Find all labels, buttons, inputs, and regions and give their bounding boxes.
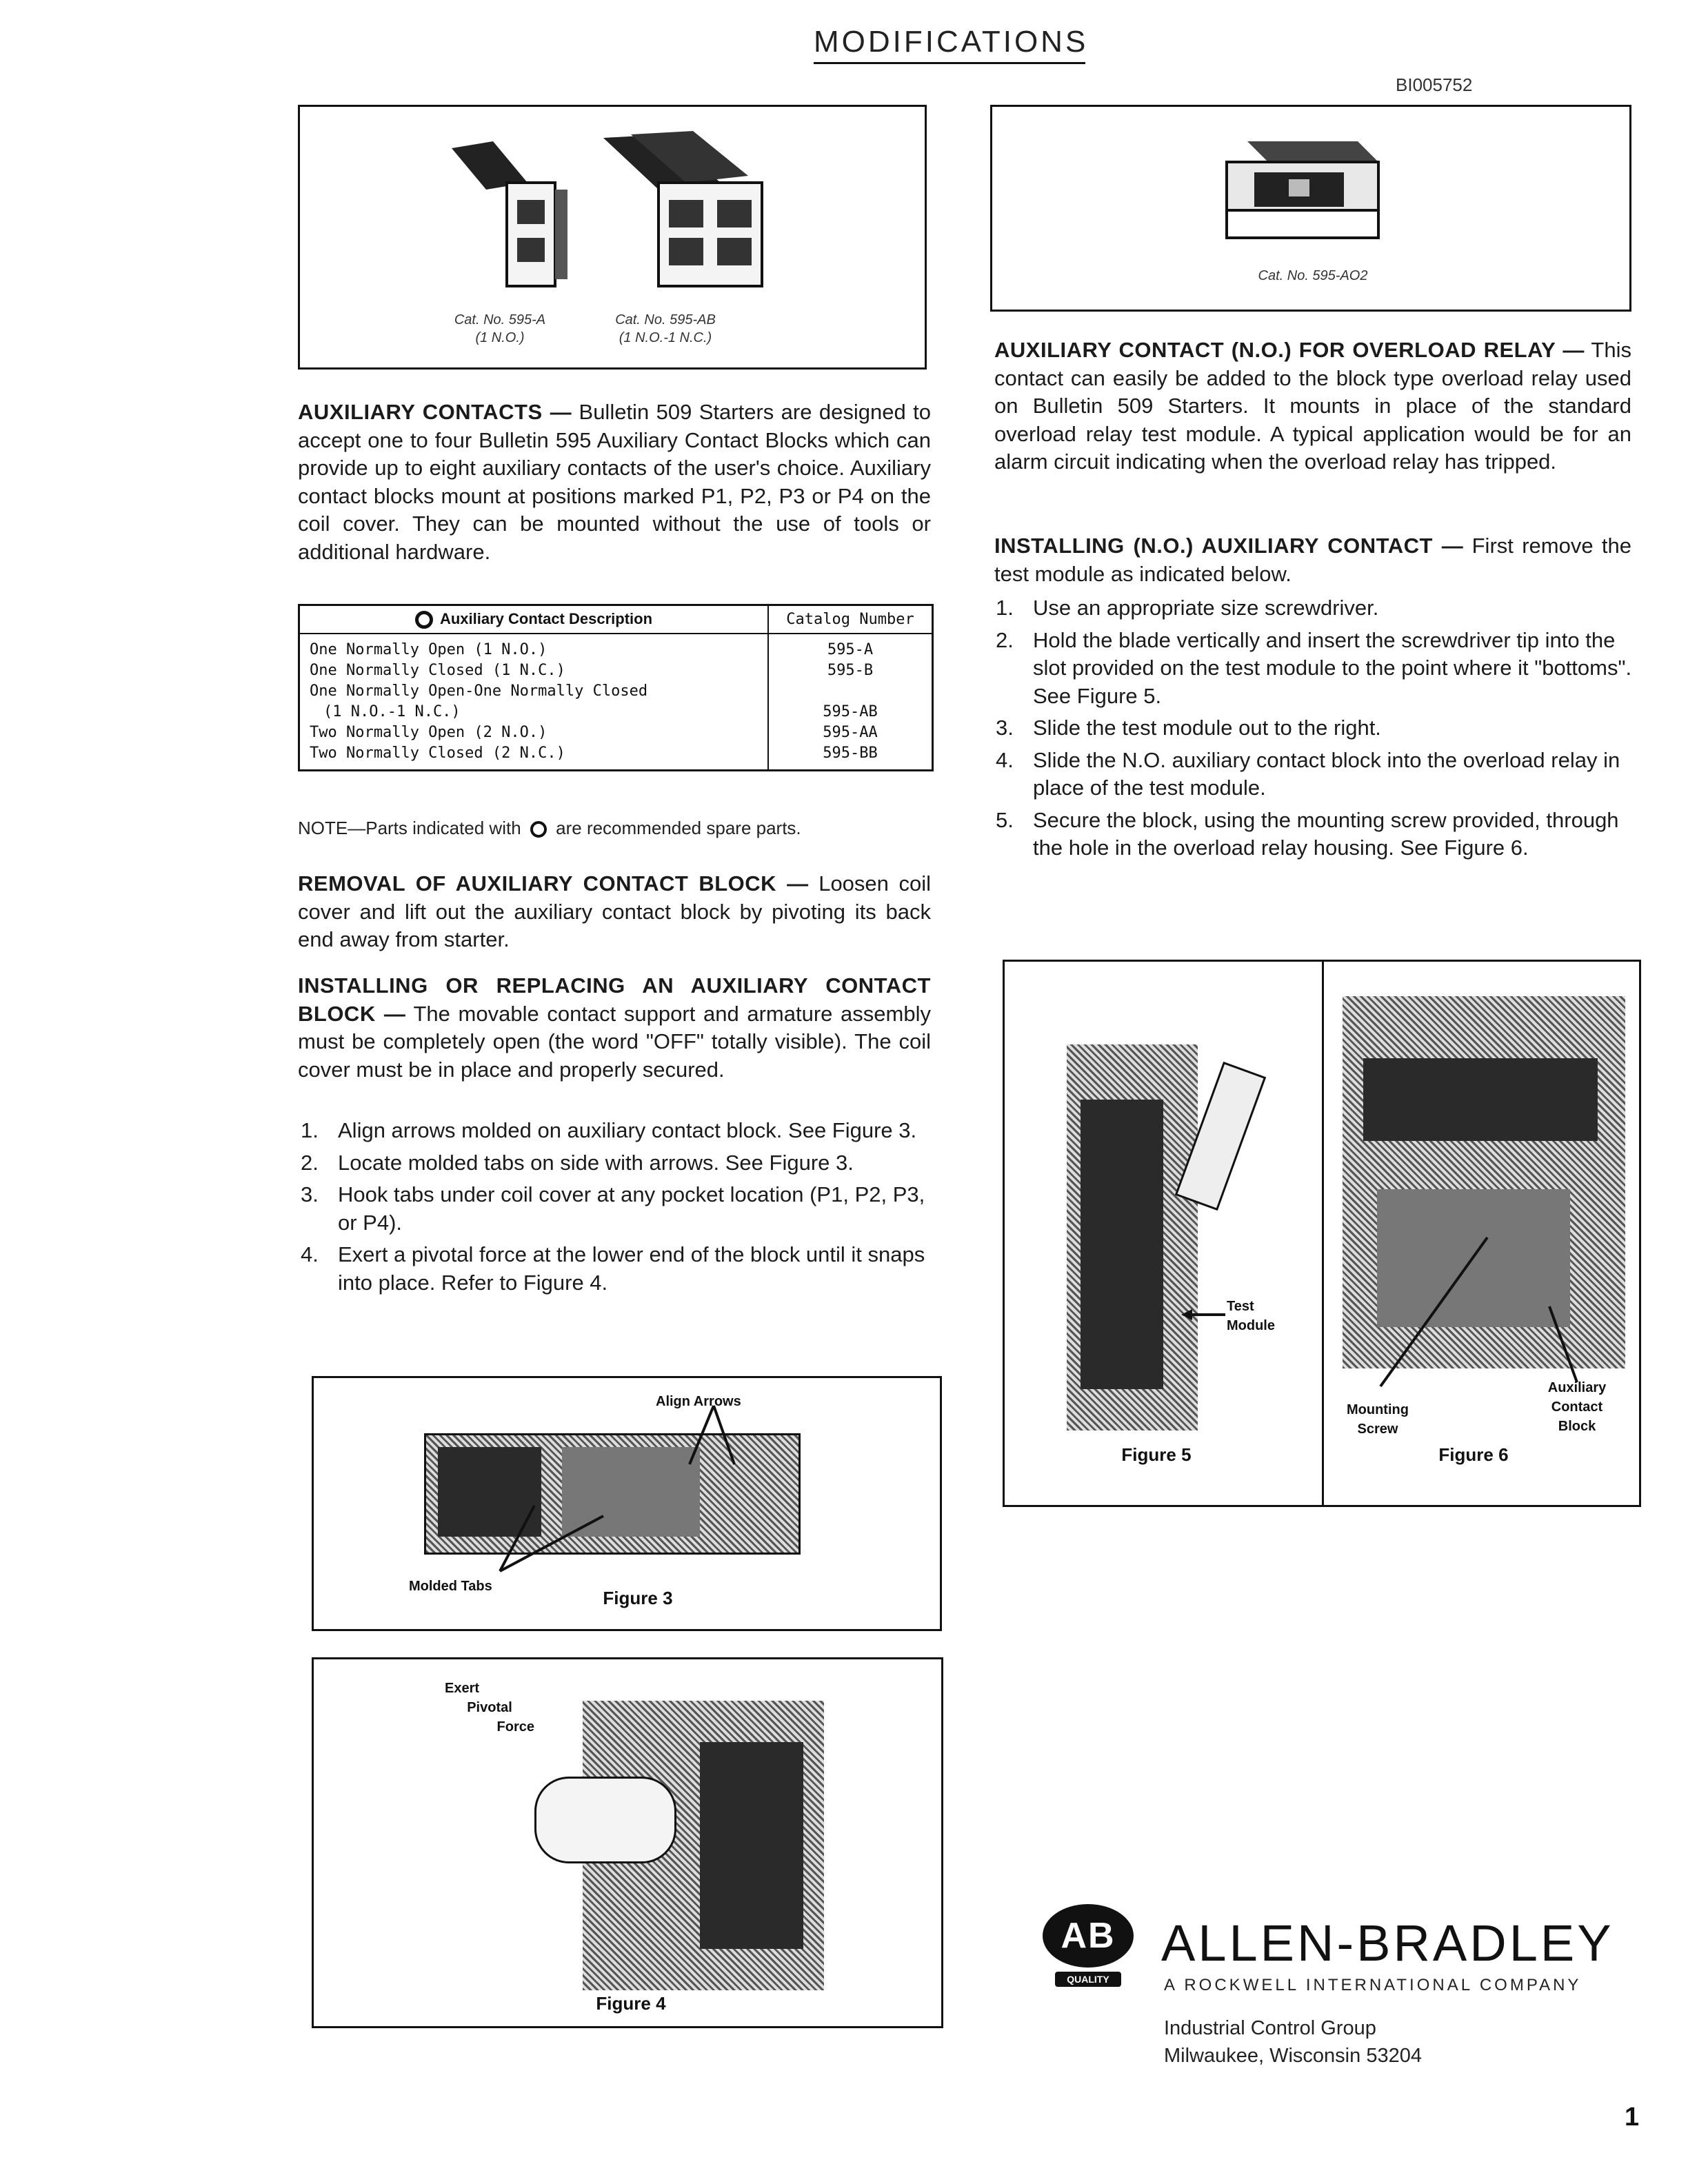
installing-block-heading: INSTALLING OR REPLACING AN AUXILIARY CONTACT BLOCK — [298, 973, 931, 1026]
company-address [1164, 2014, 1422, 2070]
brand-name: ALLEN-BRADLEY [1161, 1914, 1614, 1972]
table-row: Two Normally Open (2 N.O.) 595-AA [299, 722, 933, 743]
spare-part-icon [530, 821, 547, 838]
document-id: BI005752 [1396, 74, 1473, 95]
page-title: MODIFICATIONS [814, 25, 1089, 59]
overload-body: This contact can easily be added to the block type overload relay used on Bulletin 509 Starters. It mounts in place of the standard overload relay test module. A typical application would be for an alarm circuit indicating when the overload relay has tripped. [994, 338, 1631, 474]
aux-contacts-heading: AUXILIARY CONTACTS — [298, 400, 572, 424]
test-module-label: Test Module [1227, 1299, 1275, 1333]
caption-595-ab: Cat. No. 595-AB (1 N.O.-1 N.C.) [615, 312, 716, 345]
aux-contact-block-label: Auxiliary Contact Block [1547, 1380, 1607, 1434]
page-number: 1 [1625, 2103, 1640, 2132]
installing-block-steps [301, 1117, 936, 1301]
list-item: 2. Hold the blade vertically and insert the screwdriver tip into the slot provided on the test module to the point where it "bottoms". See Figure 5. [996, 627, 1632, 708]
figure-3 [312, 1376, 942, 1631]
figure-4-label: Figure 4 [596, 1993, 666, 2014]
table-row: One Normally Open (1 N.O.) 595-A [299, 634, 933, 660]
aux-contacts-section [298, 398, 931, 566]
removal-section [298, 870, 931, 954]
caption-595-ao2: Cat. No. 595-AO2 [1258, 268, 1368, 283]
installing-no-section [994, 532, 1631, 588]
overload-heading: AUXILIARY CONTACT (N.O.) FOR OVERLOAD RELAY — [994, 338, 1585, 362]
overload-section [994, 336, 1631, 476]
list-item: 4. Exert a pivotal force at the lower end of the block until it snaps into place. Refer to Figure 4. [301, 1242, 925, 1295]
brand-subtitle: A ROCKWELL INTERNATIONAL COMPANY [1164, 1976, 1582, 1994]
list-item: 1. Use an appropriate size screwdriver. [996, 596, 1379, 620]
hand-illustration [534, 1777, 676, 1863]
table-header-description: Auxiliary Contact Description [299, 605, 769, 634]
quality-badge: QUALITY [1055, 1972, 1121, 1987]
table-row: (1 N.O.-1 N.C.) 595-AB [299, 702, 933, 722]
installing-block-section [298, 972, 931, 1084]
list-item: 4. Slide the N.O. auxiliary contact block into the overload relay in place of the test module. [996, 747, 1620, 800]
removal-heading: REMOVAL OF AUXILIARY CONTACT BLOCK — [298, 871, 809, 896]
table-row: One Normally Open-One Normally Closed [299, 681, 933, 702]
spare-parts-note: NOTE—Parts indicated with are recommended spare parts. [298, 818, 801, 838]
list-item: 3. Hook tabs under coil cover at any pocket location (P1, P2, P3, or P4). [301, 1182, 925, 1235]
list-item: 1. Align arrows molded on auxiliary contact block. See Figure 3. [301, 1118, 917, 1142]
list-item: 3. Slide the test module out to the right. [996, 716, 1381, 740]
figure-catalog-595 [298, 105, 927, 370]
figures-5-6 [1003, 960, 1641, 1507]
title-underline [814, 62, 1085, 64]
group-name: Industrial Control Group [1164, 2017, 1376, 2039]
installing-no-body: First remove the test module as indicated below. [994, 534, 1631, 586]
city-line: Milwaukee, Wisconsin 53204 [1164, 2045, 1422, 2067]
table-header-catalog: Catalog Number [768, 605, 933, 634]
installing-no-steps [996, 594, 1634, 867]
figure-catalog-595-ao2 [990, 105, 1631, 312]
pivotal-force-label: Exert Pivotal Force [445, 1681, 534, 1735]
installing-block-body: The movable contact support and armature assembly must be completely open (the word "OFF" totally visible). The coil cover must be in place and properly secured. [298, 1001, 931, 1082]
installing-no-heading: INSTALLING (N.O.) AUXILIARY CONTACT — [994, 534, 1464, 558]
molded-tabs-label: Molded Tabs [409, 1579, 492, 1594]
figure-5-label: Figure 5 [1121, 1444, 1192, 1465]
removal-body: Loosen coil cover and lift out the auxiliary contact block by pivoting its back end away from starter. [298, 871, 931, 951]
table-row: Two Normally Closed (2 N.C.) 595-BB [299, 743, 933, 771]
figure-3-label: Figure 3 [603, 1588, 673, 1608]
align-arrows-label: Align Arrows [656, 1394, 741, 1409]
allen-bradley-logo: AB [1043, 1904, 1134, 1968]
aux-contacts-body: Bulletin 509 Starters are designed to accept one to four Bulletin 595 Auxiliary Contact Blocks which can provide up to eight auxiliary contacts of the user's choice. Auxiliary contact blocks mount at positions marked P1, P2, P3 or P4 on the coil cover. They can be mounted without the use of tools or additional hardware. [298, 400, 931, 564]
mounting-screw-label: Mounting Screw [1347, 1402, 1409, 1437]
spare-part-icon [415, 611, 433, 629]
figure-6-label: Figure 6 [1438, 1444, 1509, 1465]
list-item: 5. Secure the block, using the mounting screw provided, through the hole in the overload relay housing. See Figure 6. [996, 807, 1619, 860]
table-row: One Normally Closed (1 N.C.) 595-B [299, 660, 933, 681]
aux-contact-parts-table [298, 604, 934, 771]
figure-4 [312, 1657, 943, 2028]
caption-595-a: Cat. No. 595-A (1 N.O.) [454, 312, 546, 345]
list-item: 2. Locate molded tabs on side with arrows. See Figure 3. [301, 1150, 854, 1175]
